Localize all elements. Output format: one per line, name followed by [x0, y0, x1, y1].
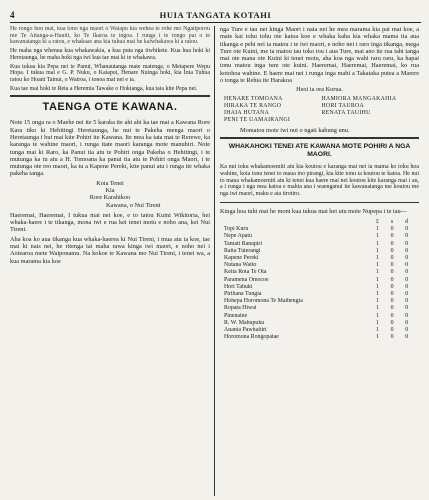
donor-shillings: 0 [390, 305, 394, 312]
donor-shillings: 0 [390, 319, 394, 326]
donor-name: Nutana Waito [224, 262, 257, 269]
donor-shillings: 0 [390, 255, 394, 262]
address-paragraph: Haeremai, Haeremai, I tukua mai nei koe, e to tatou Kuini Wikitoria, hei whaka-haere i te tikanga, mona iwi e rua kei tenei motu e noho ana, kei Nui Tireni. [10, 211, 210, 234]
closing-line: Momatou mote iwi nui o ngati kahung unu. [240, 126, 350, 134]
column-divider [214, 26, 215, 496]
reply-heading: WHAKAHOKI TENEI ATE KAWANA MOTE POHIRI A NGA MAORI. [228, 142, 411, 158]
signatory-name: RENATA TAUIHU [321, 109, 371, 116]
donor-pounds: 1 [375, 240, 379, 247]
address-paragraph: Aha koa ko aua tikanga kua whaka-haerea ki Nui Tireni, i mua atu ia koe, tae mai ki nais nei, he ritenga tai maha rawa kinga iwi maori, e noho nei i Aotearoa mete Waiponamu. Na kokoe te Kawana mo Nui Tireni, i tenei wa, a kua marama kia koe [10, 235, 210, 265]
donor-shillings: 0 [390, 233, 394, 240]
donor-shillings: 0 [390, 291, 394, 298]
signatory-name [322, 117, 420, 124]
donor-pounds: 1 [375, 319, 379, 326]
pounds-header: £ [375, 219, 379, 226]
table-row [224, 298, 414, 305]
table-row [224, 269, 414, 276]
right-column [220, 26, 419, 496]
donor-name: Keita Rota Te Ota [224, 269, 267, 276]
table-row [224, 327, 414, 334]
signatory-name: PENI TE UAMAIRANGI [224, 116, 291, 123]
donor-pence: 0 [405, 226, 409, 233]
article-heading: TAENGA OTE KAWANA. [42, 101, 178, 114]
donor-shillings: 0 [390, 247, 394, 254]
donor-pounds: 1 [375, 312, 379, 319]
donor-pounds: 1 [375, 269, 379, 276]
donor-name: Ropata Hiwai [224, 305, 257, 312]
donor-pence: 0 [405, 233, 409, 240]
donor-pounds: 1 [375, 247, 379, 254]
donor-pounds: 1 [375, 334, 379, 341]
signatory-name: IHAIA HUTANA [224, 109, 270, 116]
notice-paragraph: He maha nga whenua kua whakawakia, a kua puta nga tiwhikete. Kua hua hoki ki Heretaunga, he maha hoki nga iwi kua tae mai ki te whakawa. [10, 48, 210, 61]
donor-shillings: 0 [390, 276, 394, 283]
donor-name: Hori Tahuki [224, 283, 253, 290]
donor-shillings: 0 [390, 327, 394, 334]
address-continued: nga Ture e tau nei kinga Maori i naia nei he mea marama kia pai mai koe, a mate kai tohu tohu ote katoa koe e whaka kaha kia whaka mama tia aua tikanga e pehi nei ia matou i te iwi maori, e noho nei i raro inga tikanga, mega Ture ote Kuini, me ta matou tau toko tou i aua Ture, mai ano ite rua tahi tanga mai ote mana ote Kuini ki tenei motu, aha koa nga wahi raru raru, ka hapai tonu matou inga ture ote kuini. Haeremai, Haeremai, Haeremai, ko rua kotohoa wahine. E haere mai nei i runga inga mahi a Takataka putea a Marere o tonga te Rehia ite Harakoa [220, 26, 419, 85]
table-row [224, 241, 414, 248]
donor-name: Pinenaine [224, 312, 248, 319]
donor-pence: 0 [405, 247, 409, 254]
donor-name: Paramena Omocoe [224, 276, 269, 283]
table-header-row [224, 218, 414, 226]
donor-pence: 0 [405, 327, 409, 334]
reply-paragraph: Ka nui toku whakamoemiti atu kia koutou e karanga mai nei ia mama ko toku hoa wahine, koia tonu tenei to maua ino pirangi, kia kite tonu ia koutou te katoa. He nui to maua whakamoemiti atu ki tenei kua haere mai nei koutou kite karanga mai i au, a i runga i nga mea katoa e mahia ana i waenganui ite kawanatanga me koutou me nga iwi maori, maku e ata tirotiro. [220, 163, 419, 198]
donor-pounds: 1 [375, 291, 379, 298]
subscriptions-intro: Kinga hoa tuhi mai he moni kua tukua mai hei utu mote Nupepa i te tau— [220, 207, 407, 215]
pence-header: d [405, 219, 409, 226]
masthead-title: HUIA TANGATA KOTAHI [159, 10, 272, 20]
donor-name: Tamati Ranapiri [224, 240, 263, 247]
address-line: Rore Karahikoo [89, 194, 131, 202]
donor-pence: 0 [405, 312, 409, 319]
table-row [224, 305, 414, 312]
page-header [10, 10, 421, 23]
donor-pence: 0 [405, 305, 409, 312]
article-paragraph: Note 15 onga ra o Maehe nei ite 5 karaka ite ahi ahi ka tae mai a Kawana Rore Kara tiko ki Hehitingi Heretaunga, he nui te Pakeha menga maori o Heretaunga i hui mai kite Pohiri ite Kawana. Ite mea ka tata mai te Rerewe, ka karanga te wahine maori, i runga itate maori karanga mote manuhiri. Note tunga mai ki Raro, ka Panui tia atu te Pohiri onga Pakeha o Hehitingi, i te mutunga ka tu atu a H. Tomoana ka panui tia atu te Pohiri onga Maori, i te mutunga ote reo maori, ka tu a Kapene Pereki, kite panui atu i runga ite whaka pakeha tanga. [10, 119, 210, 178]
address-line: Kawana, o Nui Tireni [106, 201, 161, 209]
page-number: 4 [10, 10, 15, 20]
donor-pounds: 1 [375, 276, 379, 283]
table-row [224, 284, 414, 291]
donor-shillings: 0 [390, 262, 394, 269]
donor-pounds: 1 [375, 226, 379, 233]
donor-name: R. W. Mahupuku [224, 319, 265, 326]
donor-name: Raita Tuterangi [224, 247, 261, 254]
donor-pounds: 1 [375, 327, 379, 334]
signatory-name: HAMIORA MANGAKAHIA [321, 95, 397, 102]
donor-shillings: 0 [390, 334, 394, 341]
donor-name: Anania Pawhaitiri [224, 327, 267, 334]
donor-pence: 0 [405, 255, 409, 262]
section-divider [220, 202, 419, 203]
donor-name: Hohepa Horomona Te Maihengia [224, 298, 303, 305]
donor-pence: 0 [405, 334, 409, 341]
signatory-name: HENARE TOMOANA [224, 95, 283, 102]
donor-name: Topi Kuru [224, 226, 249, 233]
donor-shillings: 0 [390, 298, 394, 305]
donor-pence: 0 [405, 283, 409, 290]
donor-shillings: 0 [390, 240, 394, 247]
section-divider [220, 137, 419, 139]
donor-pence: 0 [405, 319, 409, 326]
table-row [224, 291, 414, 298]
intro-notices [10, 26, 210, 92]
donor-name: Kapene Pereki [224, 255, 259, 262]
donor-shillings: 0 [390, 283, 394, 290]
signatories [220, 96, 419, 124]
notice-paragraph: He rongo hou mai, kua tono nga maori o Waiapu kia wehea te rohe mo Ngatiporou me Te Aitanga-a-Hauiti, ko Te Ikaroa te ingoa. I runga i te rongo pai o te kawanatanga ki a ratou, e whakaae ana kia tukua mai he kaiwhakawa ki a ratou. [10, 26, 210, 46]
table-row [224, 320, 414, 327]
shillings-header: s [390, 219, 394, 226]
donor-name: Nepe Apatu [224, 233, 252, 240]
donor-pence: 0 [405, 298, 409, 305]
donor-pounds: 1 [375, 262, 379, 269]
signatory-name: HORI TAUROA [321, 102, 365, 109]
address-line: Koia Tenei [96, 179, 124, 187]
donor-shillings: 0 [390, 269, 394, 276]
donor-pence: 0 [405, 240, 409, 247]
donor-pence: 0 [405, 269, 409, 276]
table-row [224, 277, 414, 284]
subscriptions-table [224, 218, 414, 341]
left-column [10, 26, 210, 496]
donor-pence: 0 [405, 291, 409, 298]
table-row [224, 233, 414, 240]
donor-pounds: 1 [375, 233, 379, 240]
donor-pounds: 1 [375, 255, 379, 262]
section-divider [10, 95, 210, 97]
farewell-line: Heoi ia ora Korua. [296, 86, 343, 94]
donor-pence: 0 [405, 276, 409, 283]
notice-paragraph: Kua tae mai hoki te Reta a Heremia Tawake o Hokianga, kua taia kite Pepa nei. [10, 85, 198, 92]
table-row [224, 255, 414, 262]
subscriptions-body [224, 226, 414, 341]
donor-pounds: 1 [375, 298, 379, 305]
table-row [224, 226, 414, 233]
signatory-name: HIRAKA TE RANGO [224, 102, 282, 109]
donor-pounds: 1 [375, 305, 379, 312]
table-row [224, 262, 414, 269]
notice-paragraph: Kua tukua kia Pepa nei te Panui, Whanautanga mate matenga, o Metapere Wepu Hopa. I tukua mai e G. P. Nuku, o Kaiapoi, Henare Nuinga hoki, kia Inia Tuhua ratou ko Hoani Tainui, o Wairoa, i tonoa mai nei e ia. [10, 63, 210, 83]
table-row [224, 334, 414, 341]
donor-shillings: 0 [390, 312, 394, 319]
donor-shillings: 0 [390, 226, 394, 233]
table-row [224, 313, 414, 320]
donor-name: Horomona Rongopatae [224, 334, 279, 341]
donor-pounds: 1 [375, 283, 379, 290]
donor-name: Pirihana Tungia [224, 291, 262, 298]
donor-pence: 0 [405, 262, 409, 269]
address-line: Kia [105, 187, 115, 194]
table-row [224, 248, 414, 255]
